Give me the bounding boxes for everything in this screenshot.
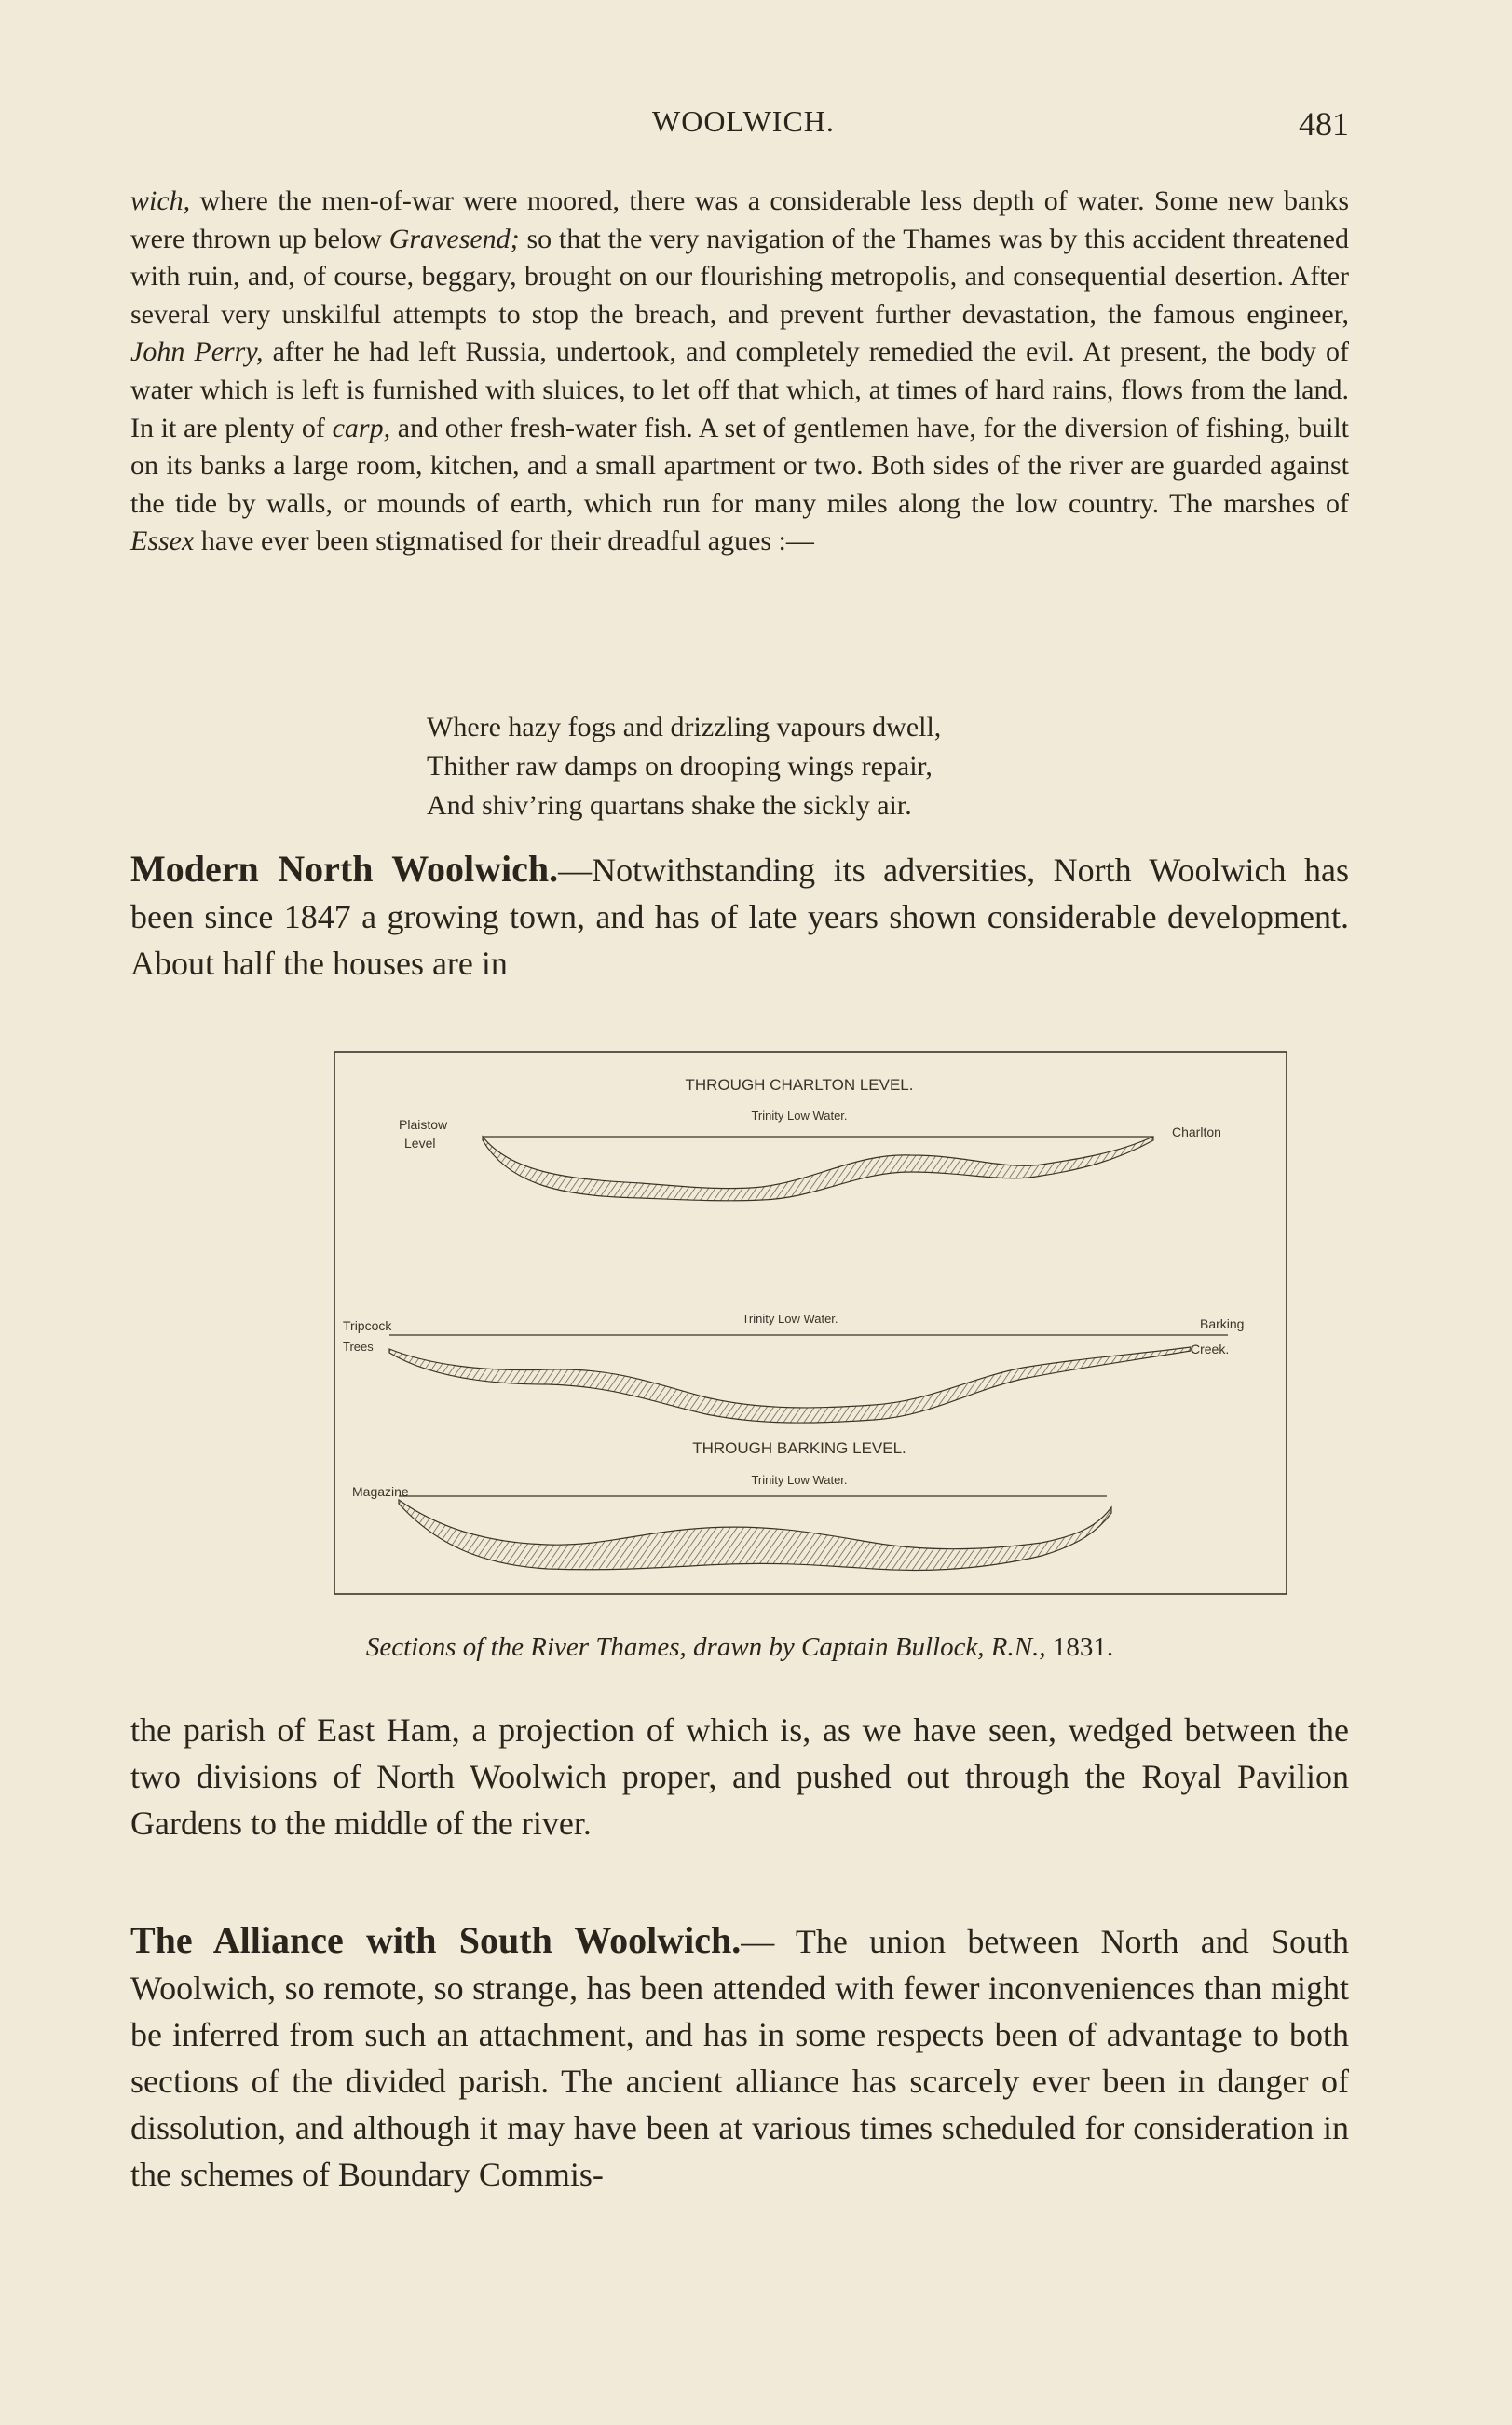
body-text: so that the very navigation of the Thames was by this accident threatened with ruin, and, of course, beggary, brought on our flourishing metropolis, and consequential desertion. After several very unskilful attempts to stop the breach, and prevent further devastation, the famous engineer, bbox=[130, 223, 1349, 330]
poem-line: Where hazy fogs and drizzling vapours dwell, bbox=[427, 712, 942, 742]
caption-text: Sections of the River Thames, drawn by Captain Bullock, R.N., bbox=[365, 1632, 1046, 1662]
running-title: WOOLWICH. bbox=[652, 104, 835, 138]
water-label: Trinity Low Water. bbox=[751, 1473, 848, 1487]
page-header bbox=[130, 104, 1349, 157]
bank-label-left: Tripcock bbox=[343, 1318, 392, 1333]
riverbed-profile bbox=[483, 1137, 1153, 1201]
section-title: THROUGH CHARLTON LEVEL. bbox=[685, 1076, 914, 1094]
italic-place-gravesend: Gravesend; bbox=[388, 223, 520, 254]
paragraph-thames-breach bbox=[130, 183, 1349, 561]
bank-label-left: Plaistow bbox=[399, 1117, 448, 1132]
water-label: Trinity Low Water. bbox=[742, 1312, 838, 1326]
riverbed-profile bbox=[389, 1347, 1191, 1423]
bank-label-left-2: Trees bbox=[343, 1340, 374, 1354]
section-text: —Notwithstanding its adversities, North Woolwich has been since 1847 a growing town, and has of late years shown considerable development. About half the houses are in bbox=[130, 851, 1349, 982]
river-sections-figure bbox=[334, 1051, 1287, 1595]
section-text: — The union between North and South Woolwich, so remote, so strange, has been attended with fewer inconveniences than might be inferred from such an attachment, and has in some respects been of advantage to both sections of the divided parish. The ancient alliance has scarcely ever been in danger of dissolution, and although it may have been at various times scheduled for consideration in the schemes of Boundary Commis- bbox=[130, 1923, 1350, 2193]
section-title: THROUGH BARKING LEVEL. bbox=[692, 1439, 906, 1457]
italic-word-carp: carp, bbox=[332, 412, 391, 443]
body-text: after he had left Russia, undertook, and completely remedied the evil. At present, the body of water which is left is furnished with sluices, to let off that which, at times of hard rains, flows from the land. In it are plenty of bbox=[130, 336, 1350, 443]
section-tripcock bbox=[343, 1312, 1244, 1423]
italic-place-essex: Essex bbox=[130, 525, 195, 557]
body-text: where the men-of-war were moored, there was a considerable less depth of water. Some new banks were thrown up below bbox=[130, 185, 1349, 254]
section-barking-level bbox=[352, 1439, 1111, 1570]
section-heading: Modern North Woolwich. bbox=[130, 848, 559, 890]
bank-label-left-2: Level bbox=[404, 1136, 436, 1151]
caption-year: 1831. bbox=[1052, 1632, 1114, 1662]
figure-caption bbox=[130, 1632, 1349, 1663]
bank-label-left: Magazine bbox=[352, 1484, 409, 1499]
section-alliance-south-woolwich bbox=[130, 1917, 1349, 2198]
italic-name-john-perry: John Perry, bbox=[130, 336, 264, 368]
italic-text: wich, bbox=[130, 185, 191, 216]
poem-line: And shiv’ring quartans shake the sickly air. bbox=[427, 790, 912, 821]
bank-label-right: Charlton bbox=[1172, 1124, 1221, 1139]
section-heading: The Alliance with South Woolwich. bbox=[130, 1919, 742, 1961]
water-label: Trinity Low Water. bbox=[751, 1109, 848, 1123]
body-text: have ever been stigmatised for their dreadful agues :— bbox=[194, 525, 814, 557]
section-modern-north-woolwich bbox=[130, 846, 1349, 987]
poem-quotation bbox=[427, 708, 941, 825]
bank-label-right: Barking bbox=[1200, 1316, 1245, 1331]
section-charlton-level bbox=[399, 1076, 1221, 1201]
book-page bbox=[130, 0, 1349, 2425]
body-text: and other fresh-water fish. A set of gentlemen have, for the diversion of fishing, built on its banks a large room, kitchen, and a small apartment or two. Both sides of the river are guarded against the tide by walls, or mounds of earth, which run for many miles along the low country. The marshes of bbox=[130, 412, 1349, 519]
riverbed-profile bbox=[399, 1500, 1111, 1570]
paragraph-east-ham: the parish of East Ham, a projection of which is, as we have seen, wedged between the two divisions of North Woolwich proper, and pushed out through the Royal Pavilion Gardens to the middle of the river. bbox=[130, 1711, 1349, 1842]
bank-label-right-2: Creek. bbox=[1191, 1342, 1230, 1356]
poem-line: Thither raw damps on drooping wings repair, bbox=[427, 751, 933, 782]
page-number: 481 bbox=[1299, 105, 1349, 143]
